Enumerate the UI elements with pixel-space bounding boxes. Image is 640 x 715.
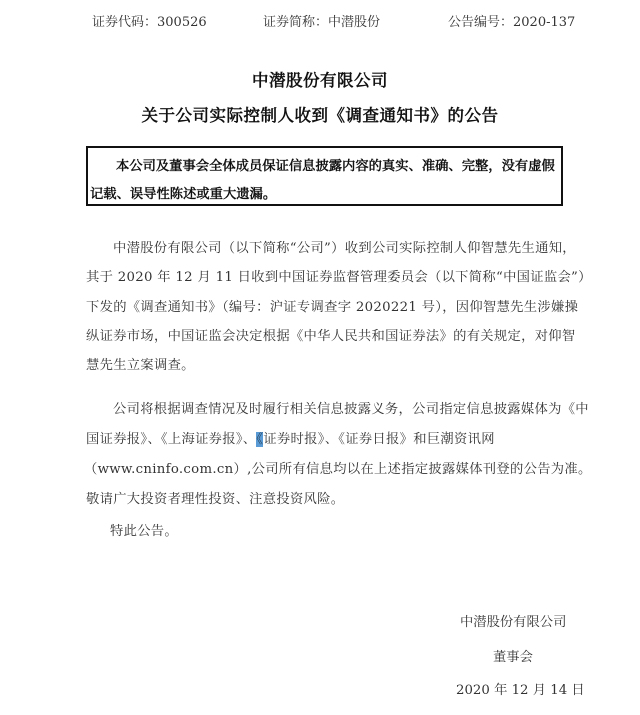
announcement-number: 公告编号：2020-137 bbox=[448, 15, 576, 30]
body-line: 其于 2020 年 12 月 11 日收到中国证券监督管理委员会（以下简称“中国证监会”） bbox=[86, 270, 592, 285]
signature-company: 中潜股份有限公司 bbox=[460, 615, 567, 630]
notice-box bbox=[86, 146, 563, 206]
document-header bbox=[0, 11, 640, 31]
body-line-segment: 证券时报》、《证券日报》和巨潮资讯网 bbox=[263, 432, 495, 447]
body-line-segment: 国证券报》、《上海证券报》、 bbox=[86, 432, 257, 447]
stock-short-name: 证券简称：中潜股份 bbox=[263, 15, 381, 30]
website-line: （www.cninfo.com.cn）,公司所有信息均以在上述指定披露媒体刊登的公告为准。 bbox=[84, 462, 592, 477]
text-selection-highlight: 《 bbox=[256, 432, 264, 447]
body-line: 公司将根据调查情况及时履行相关信息披露义务，公司指定信息披露媒体为《中 bbox=[113, 402, 589, 417]
stock-code: 证券代码：300526 bbox=[92, 15, 207, 30]
company-title: 中潜股份有限公司 bbox=[252, 71, 388, 90]
body-line bbox=[86, 428, 495, 447]
signature-date: 2020 年 12 月 14 日 bbox=[456, 683, 585, 698]
body-line: 敬请广大投资者理性投资、注意投资风险。 bbox=[86, 492, 345, 507]
body-line: 下发的《调查通知书》（编号：沪证专调查字 2020221 号），因仰智慧先生涉嫌操 bbox=[86, 300, 579, 315]
signature-board: 董事会 bbox=[493, 650, 533, 665]
notice-line-2: 记载、误导性陈述或重大遗漏。 bbox=[90, 187, 277, 202]
notice-line-1: 本公司及董事会全体成员保证信息披露内容的真实、准确、完整，没有虚假 bbox=[116, 159, 555, 174]
closing-statement: 特此公告。 bbox=[110, 524, 178, 539]
body-line: 纵证券市场，中国证监会决定根据《中华人民共和国证券法》的有关规定，对仰智 bbox=[86, 329, 576, 344]
announcement-title: 关于公司实际控制人收到《调查通知书》的公告 bbox=[141, 106, 499, 125]
body-line: 慧先生立案调查。 bbox=[86, 358, 195, 373]
body-line: 中潜股份有限公司（以下简称“公司”）收到公司实际控制人仰智慧先生通知， bbox=[113, 241, 576, 256]
